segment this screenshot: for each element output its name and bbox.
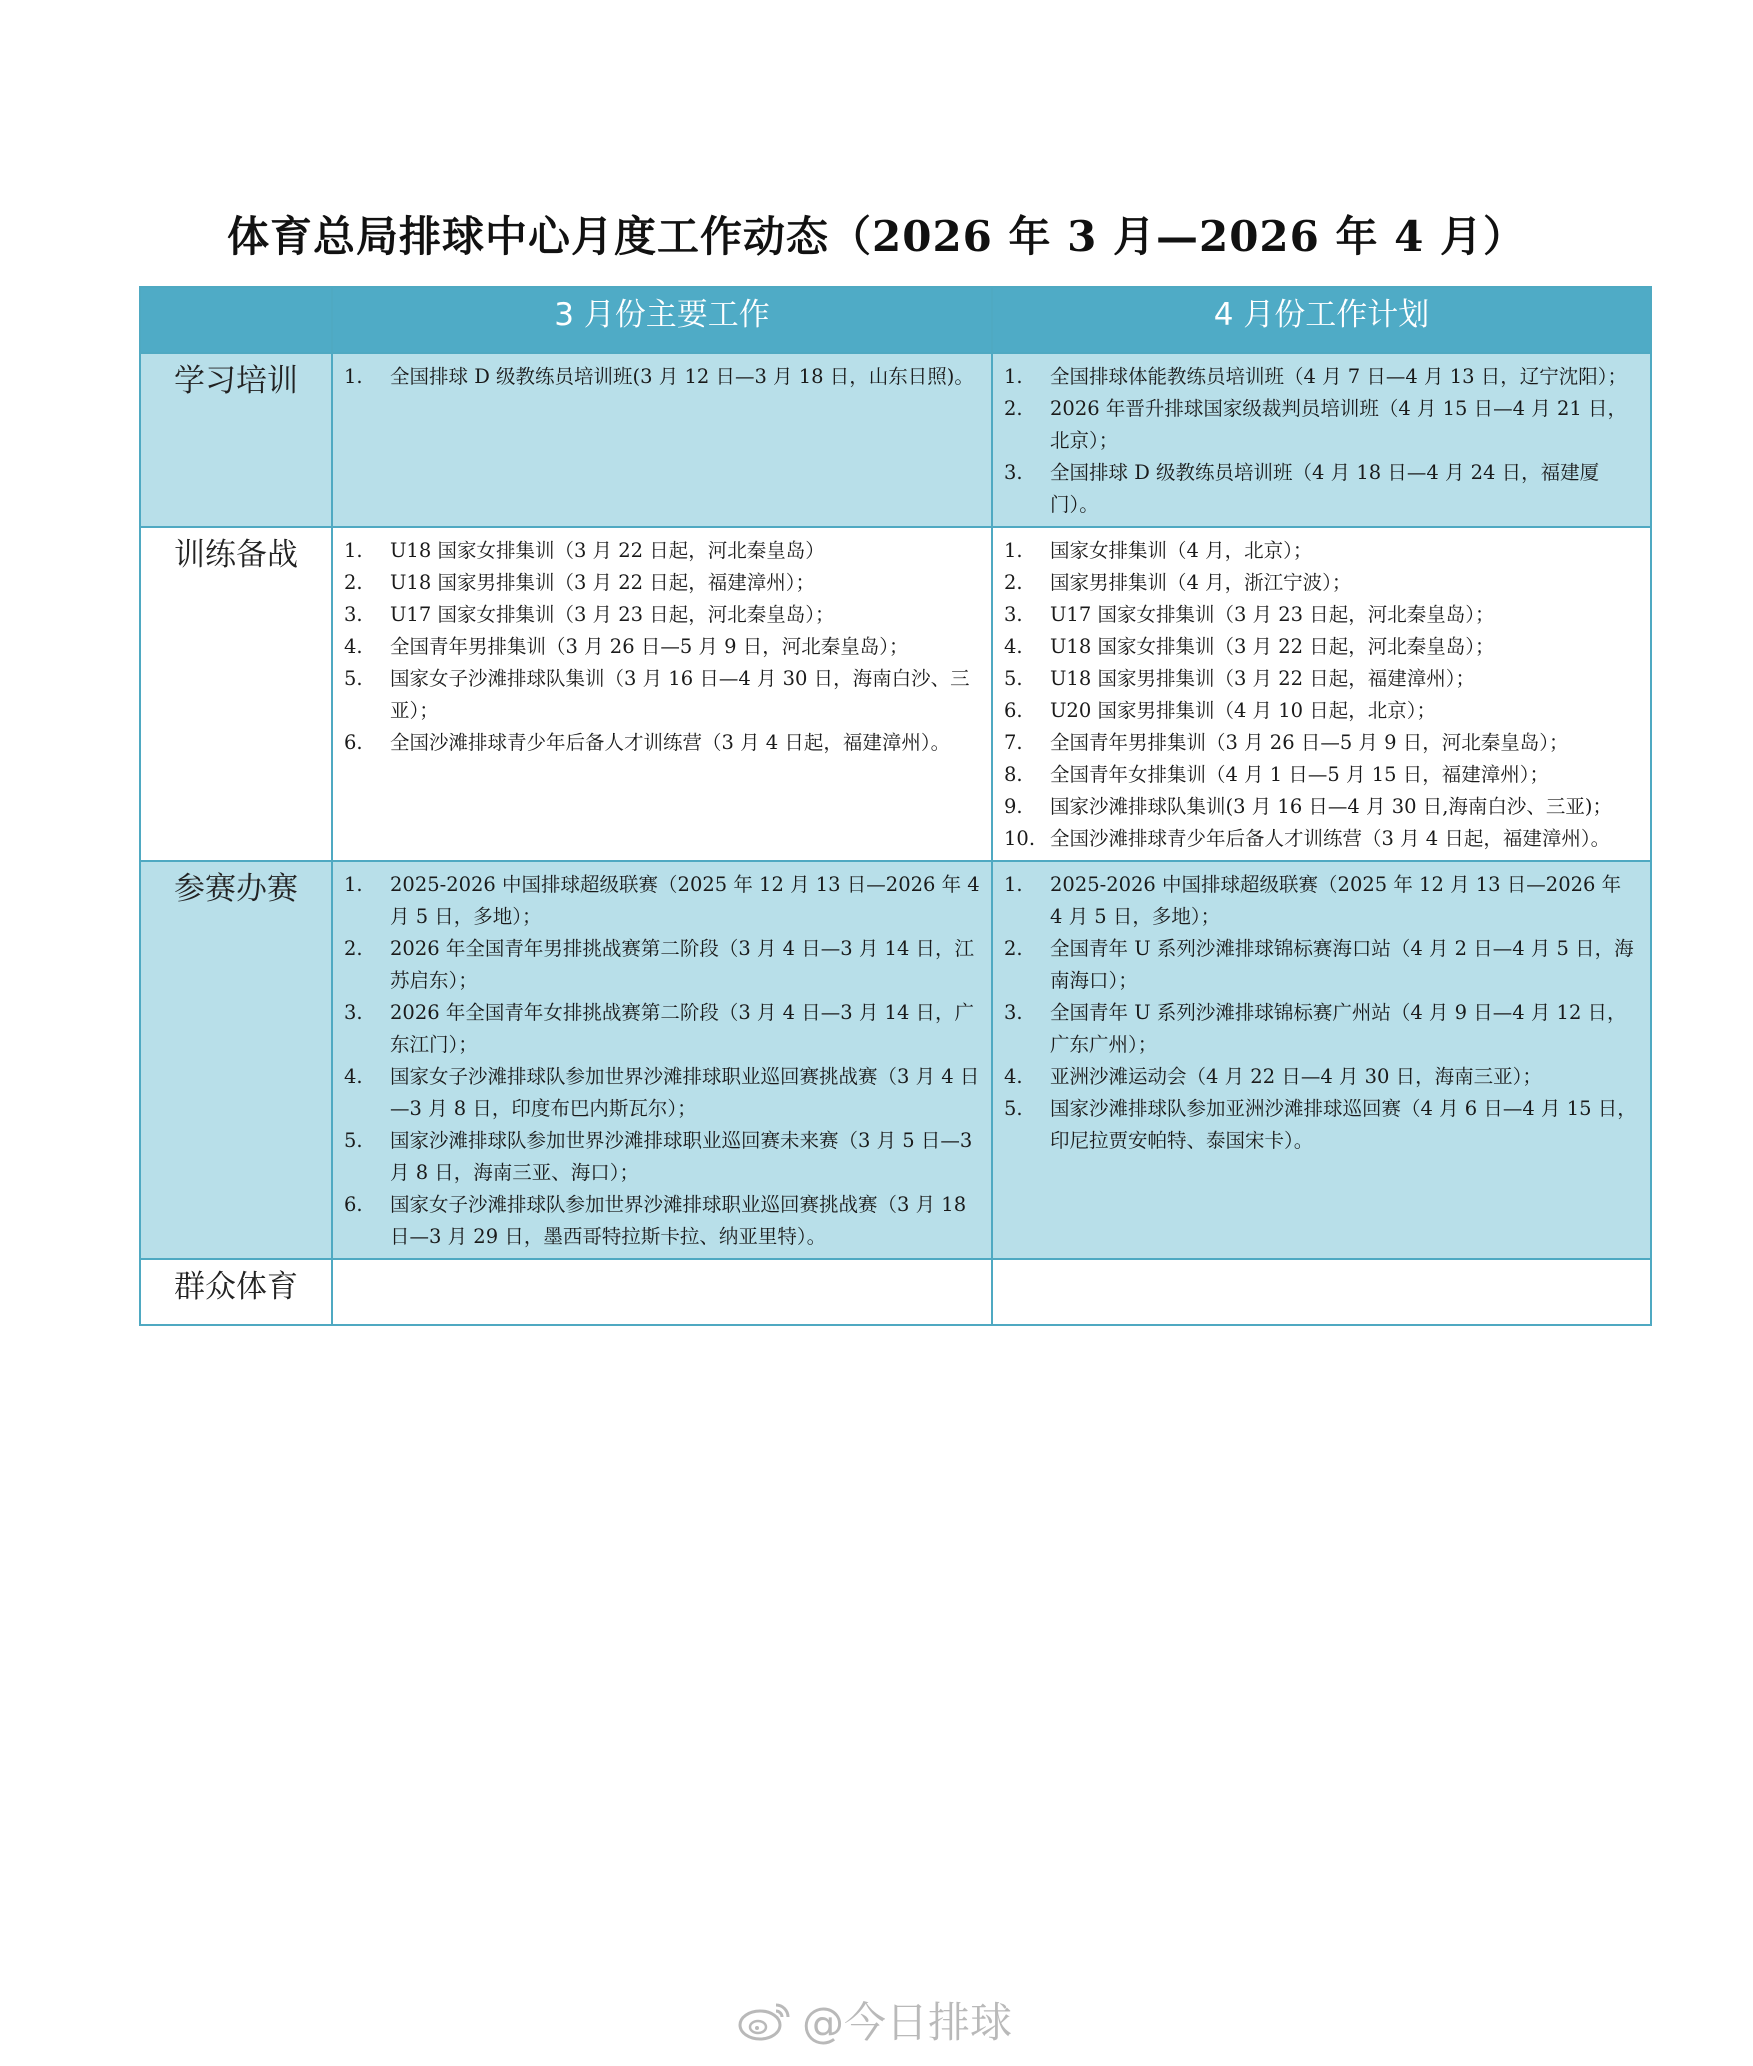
list-item bbox=[1002, 535, 1639, 567]
item-text: 国家女子沙滩排球队集训（3 月 16 日—4 月 30 日，海南白沙、三亚）； bbox=[390, 667, 970, 722]
list-item bbox=[1002, 393, 1639, 457]
list-item bbox=[342, 567, 980, 599]
list-item bbox=[342, 727, 980, 759]
category-cell: 群众体育 bbox=[140, 1259, 332, 1325]
item-text: U18 国家男排集训（3 月 22 日起，福建漳州）； bbox=[1050, 667, 1476, 690]
item-number: 5. bbox=[1004, 667, 1023, 690]
item-text: 国家沙滩排球队集训(3 月 16 日—4 月 30 日,海南白沙、三亚)； bbox=[1050, 795, 1613, 818]
item-number: 3. bbox=[1004, 461, 1023, 484]
list-item bbox=[1002, 457, 1639, 521]
category-cell: 参赛办赛 bbox=[140, 861, 332, 1259]
item-text: 全国青年 U 系列沙滩排球锦标赛广州站（4 月 9 日—4 月 12 日，广东广州）； bbox=[1050, 1001, 1627, 1056]
list-item bbox=[342, 599, 980, 631]
header-corner bbox=[140, 287, 332, 353]
item-text: 亚洲沙滩运动会（4 月 22 日—4 月 30 日，海南三亚）； bbox=[1050, 1065, 1542, 1088]
april-cell bbox=[992, 1259, 1651, 1325]
april-cell bbox=[992, 861, 1651, 1259]
category-cell: 学习培训 bbox=[140, 353, 332, 527]
item-number: 3. bbox=[344, 603, 363, 626]
list-item bbox=[342, 1189, 980, 1253]
march-cell bbox=[332, 353, 992, 527]
work-plan-table bbox=[139, 286, 1652, 1326]
item-number: 1. bbox=[1004, 365, 1023, 388]
april-cell bbox=[992, 353, 1651, 527]
item-number: 4. bbox=[344, 1065, 363, 1088]
item-number: 4. bbox=[344, 635, 363, 658]
list-item bbox=[342, 933, 980, 997]
item-text: 全国青年 U 系列沙滩排球锦标赛海口站（4 月 2 日—4 月 5 日，海南海口）； bbox=[1050, 937, 1634, 992]
march-cell bbox=[332, 1259, 992, 1325]
list-item bbox=[1002, 599, 1639, 631]
item-text: 全国排球 D 级教练员培训班(3 月 12 日—3 月 18 日，山东日照)。 bbox=[390, 365, 974, 388]
list-item bbox=[1002, 933, 1639, 997]
item-number: 2. bbox=[1004, 571, 1023, 594]
list-item bbox=[342, 997, 980, 1061]
item-text: U18 国家女排集训（3 月 22 日起，河北秦皇岛） bbox=[390, 539, 825, 562]
item-number: 3. bbox=[1004, 603, 1023, 626]
item-number: 5. bbox=[344, 667, 363, 690]
item-text: 全国青年男排集训（3 月 26 日—5 月 9 日，河北秦皇岛）； bbox=[390, 635, 909, 658]
april-item-list bbox=[994, 355, 1649, 525]
table-row bbox=[140, 1259, 1651, 1325]
item-text: 2026 年晋升排球国家级裁判员培训班（4 月 15 日—4 月 21 日，北京）； bbox=[1050, 397, 1627, 452]
table-row bbox=[140, 527, 1651, 861]
watermark-text: @今日排球 bbox=[802, 1998, 1013, 2047]
item-number: 10. bbox=[1004, 827, 1036, 850]
march-item-list bbox=[334, 355, 990, 397]
list-item bbox=[342, 869, 980, 933]
item-text: 2026 年全国青年女排挑战赛第二阶段（3 月 4 日—3 月 14 日，广东江门）； bbox=[390, 1001, 975, 1056]
item-text: 国家女子沙滩排球队参加世界沙滩排球职业巡回赛挑战赛（3 月 4 日—3 月 8 日，印度布巴内斯瓦尔）； bbox=[390, 1065, 980, 1120]
item-number: 6. bbox=[344, 731, 363, 754]
item-number: 3. bbox=[344, 1001, 363, 1024]
item-text: 全国排球体能教练员培训班（4 月 7 日—4 月 13 日，辽宁沈阳）； bbox=[1050, 365, 1627, 388]
item-number: 5. bbox=[1004, 1097, 1023, 1120]
item-number: 1. bbox=[1004, 539, 1023, 562]
item-text: 全国沙滩排球青少年后备人才训练营（3 月 4 日起，福建漳州）。 bbox=[1050, 827, 1611, 850]
item-text: 国家女子沙滩排球队参加世界沙滩排球职业巡回赛挑战赛（3 月 18 日—3 月 29 日，墨西哥特拉斯卡拉、纳亚里特）。 bbox=[390, 1193, 967, 1248]
item-text: 全国青年男排集训（3 月 26 日—5 月 9 日，河北秦皇岛）； bbox=[1050, 731, 1569, 754]
item-number: 1. bbox=[344, 365, 363, 388]
list-item bbox=[1002, 695, 1639, 727]
item-number: 2. bbox=[344, 571, 363, 594]
april-cell bbox=[992, 527, 1651, 861]
list-item bbox=[1002, 759, 1639, 791]
march-cell bbox=[332, 527, 992, 861]
item-text: 国家沙滩排球队参加世界沙滩排球职业巡回赛未来赛（3 月 5 日—3 月 8 日，海南三亚、海口）； bbox=[390, 1129, 973, 1184]
table-row bbox=[140, 861, 1651, 1259]
item-number: 2. bbox=[344, 937, 363, 960]
item-number: 1. bbox=[344, 539, 363, 562]
item-number: 2. bbox=[1004, 397, 1023, 420]
item-text: U17 国家女排集训（3 月 23 日起，河北秦皇岛）； bbox=[390, 603, 835, 626]
march-item-list bbox=[334, 529, 990, 763]
list-item bbox=[1002, 869, 1639, 933]
march-item-list bbox=[334, 863, 990, 1257]
list-item bbox=[342, 361, 980, 393]
list-item bbox=[1002, 361, 1639, 393]
header-march: 3 月份主要工作 bbox=[332, 287, 992, 353]
item-text: 2025-2026 中国排球超级联赛（2025 年 12 月 13 日—2026 年 4 月 5 日，多地）； bbox=[1050, 873, 1622, 928]
item-text: 全国沙滩排球青少年后备人才训练营（3 月 4 日起，福建漳州）。 bbox=[390, 731, 951, 754]
item-text: 2026 年全国青年男排挑战赛第二阶段（3 月 4 日—3 月 14 日，江苏启东）； bbox=[390, 937, 975, 992]
list-item bbox=[1002, 997, 1639, 1061]
list-item bbox=[1002, 567, 1639, 599]
list-item bbox=[1002, 1093, 1639, 1157]
item-number: 1. bbox=[1004, 873, 1023, 896]
table-row bbox=[140, 353, 1651, 527]
item-text: U20 国家男排集训（4 月 10 日起，北京）； bbox=[1050, 699, 1437, 722]
item-number: 4. bbox=[1004, 635, 1023, 658]
list-item bbox=[1002, 631, 1639, 663]
item-number: 3. bbox=[1004, 1001, 1023, 1024]
item-number: 2. bbox=[1004, 937, 1023, 960]
list-item bbox=[1002, 663, 1639, 695]
item-text: 国家沙滩排球队参加亚洲沙滩排球巡回赛（4 月 6 日—4 月 15 日，印尼拉贾安帕特、泰国宋卡）。 bbox=[1050, 1097, 1637, 1152]
table-header-row bbox=[140, 287, 1651, 353]
list-item bbox=[342, 535, 980, 567]
list-item bbox=[1002, 1061, 1639, 1093]
item-text: 国家男排集训（4 月，浙江宁波）； bbox=[1050, 571, 1352, 594]
list-item bbox=[1002, 791, 1639, 823]
item-number: 4. bbox=[1004, 1065, 1023, 1088]
item-text: U18 国家女排集训（3 月 22 日起，河北秦皇岛）； bbox=[1050, 635, 1495, 658]
list-item bbox=[1002, 823, 1639, 855]
list-item bbox=[1002, 727, 1639, 759]
list-item bbox=[342, 1061, 980, 1125]
item-number: 7. bbox=[1004, 731, 1023, 754]
page-title: 体育总局排球中心月度工作动态（2026 年 3 月—2026 年 4 月） bbox=[227, 212, 1526, 261]
item-text: 全国青年女排集训（4 月 1 日—5 月 15 日，福建漳州）； bbox=[1050, 763, 1549, 786]
item-number: 6. bbox=[1004, 699, 1023, 722]
item-text: 2025-2026 中国排球超级联赛（2025 年 12 月 13 日—2026 年 4 月 5 日，多地）； bbox=[390, 873, 980, 928]
item-number: 8. bbox=[1004, 763, 1023, 786]
list-item bbox=[342, 631, 980, 663]
april-item-list bbox=[994, 863, 1649, 1161]
list-item bbox=[342, 663, 980, 727]
item-text: U18 国家男排集训（3 月 22 日起，福建漳州）； bbox=[390, 571, 816, 594]
april-item-list bbox=[994, 529, 1649, 859]
category-cell: 训练备战 bbox=[140, 527, 332, 861]
header-april: 4 月份工作计划 bbox=[992, 287, 1651, 353]
item-number: 9. bbox=[1004, 795, 1023, 818]
watermark bbox=[736, 1990, 1012, 2050]
item-number: 6. bbox=[344, 1193, 363, 1216]
march-cell bbox=[332, 861, 992, 1259]
weibo-icon bbox=[736, 1997, 794, 2043]
item-number: 5. bbox=[344, 1129, 363, 1152]
item-text: U17 国家女排集训（3 月 23 日起，河北秦皇岛）； bbox=[1050, 603, 1495, 626]
item-text: 全国排球 D 级教练员培训班（4 月 18 日—4 月 24 日，福建厦门）。 bbox=[1050, 461, 1600, 516]
list-item bbox=[342, 1125, 980, 1189]
item-number: 1. bbox=[344, 873, 363, 896]
item-text: 国家女排集训（4 月，北京）； bbox=[1050, 539, 1313, 562]
